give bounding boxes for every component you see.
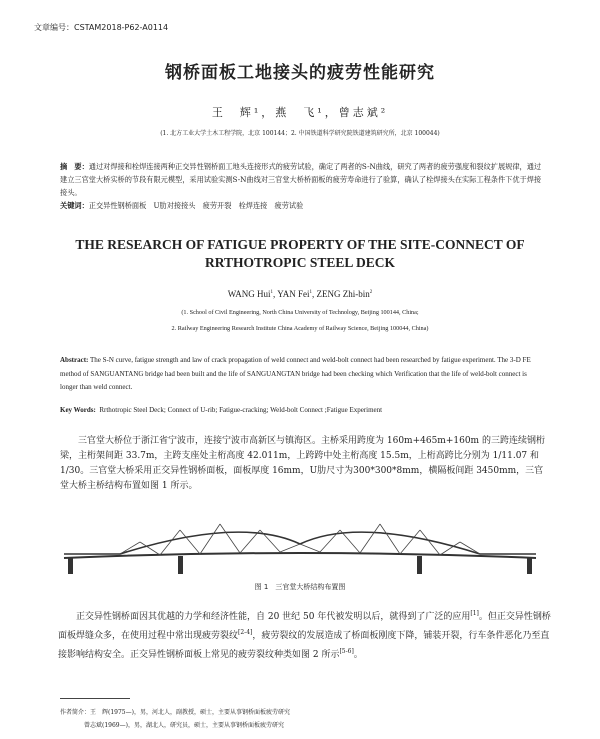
citation-2: [2-4]	[238, 629, 253, 636]
author-1: WANG Hui	[227, 289, 271, 299]
keywords-label-cn: 关键词：	[60, 201, 89, 210]
citation-3: [5-6]	[339, 648, 354, 655]
paper-title-en	[0, 236, 600, 272]
document-number: 文章编号：CSTAM2018-P62-A0114	[34, 23, 169, 32]
title-line-2: RRTHOTROPIC STEEL DECK	[204, 255, 396, 270]
keywords-label-en: Key Words:	[60, 406, 96, 414]
body-paragraph-2	[58, 606, 556, 663]
abstract-cn	[60, 160, 542, 212]
paper-title-cn: 钢桥面板工地接头的疲劳性能研究	[165, 63, 435, 83]
bridge-figure	[60, 514, 540, 578]
footnote-line-1: 作者简介：王 辉(1975—)，男，河北人，副教授，硕士，主要从事钢桥面板疲劳研究	[60, 709, 290, 716]
bridge-top-chord	[64, 532, 536, 554]
bridge-pier-1	[178, 556, 183, 574]
abstract-en	[60, 354, 544, 395]
body-paragraph-1: 三官堂大桥位于浙江省宁波市，连接宁波市高新区与镇海区。主桥采用跨度为 160m+465m+160m 的三跨连续钢桁梁，主桁架间距 33.7m，主跨支座处主桁高度 42.011m，上跨跨中处主桁高度 15.5m，上桁高跨比分别为 1/11.07 和 1/30。三官堂大桥采用正交异性钢桥面板，面板厚度 16mm，U肋尺寸为300*300*8mm，横隔板间距 3450mm，三官堂大桥主桥结构布置如图 1 所示。	[60, 436, 545, 491]
keywords-text-en: Rrthotropic Steel Deck; Connect of U-rib; Fatigue-cracking; Weld-bolt Connect ;Fatigue Experiment	[99, 406, 383, 414]
bridge-pier-2	[417, 556, 422, 574]
para2-text-b: 。但正交异性钢桥面板焊缝众多，在使用过程中常出现疲劳裂纹	[58, 612, 551, 641]
figure-caption: 图 1 三官堂大桥结构布置图	[254, 583, 346, 591]
abstract-text-cn: 通过对焊接和栓焊连接两种正交异性钢桥面工地头连接形式的疲劳试验，确定了两者的S-N曲线，研究了两者的疲劳强度和裂纹扩展规律，通过建立三官堂大桥实桥的节段有限元模型，采用试验实测S-N曲线对三官堂大桥桥面板的疲劳寿命进行了验算，确认了栓焊接头在实际工程条件下优于焊接接头。	[60, 162, 542, 197]
bridge-deck	[64, 553, 536, 558]
author-2-sup: 1	[309, 290, 312, 295]
author-1-sup: 1	[270, 290, 274, 295]
title-line-1: THE RESEARCH OF FATIGUE PROPERTY OF THE SITE-CONNECT OF	[75, 237, 525, 252]
para2-text-d: 。	[353, 650, 363, 660]
author-3: ZENG Zhi-bin	[316, 289, 370, 299]
keywords-en	[60, 406, 544, 414]
author-3-sup: 2	[369, 290, 373, 295]
para2-text-c: ，疲劳裂纹的发展造成了桥面板刚度下降，铺装开裂，行车条件恶化乃至直接影响结构安全。正交异性钢桥面板上常见的疲劳裂纹种类如图 2 所示	[58, 631, 550, 660]
abstract-text-en: The S-N curve, fatigue strength and law of crack propagation of weld connect and weld-bolt connect had been researched by fatigue experiment. The 3-D FE method of SANGUANTANG bridge had been built and the life of SANGUANGTAN bridge had been checking which Verification that the life of weld-bolt connect is longer than weld connect.	[60, 356, 531, 391]
affiliation-en-1: (1. School of Civil Engineering, North China University of Technology, Beijing 100144, China;	[181, 309, 419, 316]
para2-text-a: 正交异性钢桥面因其优越的力学和经济性能，自 20 世纪 50 年代被发明以后，就得到了广泛的应用	[76, 612, 471, 622]
author-2: YAN Fei	[277, 289, 310, 299]
affiliation-en-2: 2. Railway Engineering Research Institute China Academy of Railway Science, Beijing 100044, China)	[171, 325, 429, 332]
footnote-line-2: 曾志斌(1969—)，男，湖北人，研究员，硕士，主要从事钢桥面板疲劳研究	[84, 722, 284, 729]
abstract-label-en: Abstract:	[60, 356, 89, 364]
citation-1: [1]	[470, 610, 479, 617]
authors-cn: 王 辉¹，燕 飞¹，曾志斌²	[211, 106, 389, 119]
bridge-pier-right	[527, 558, 532, 574]
authors-en: WANG Hui$^1$, YAN Fei$^1$, ZENG Zhi-bin$^2$	[227, 289, 373, 299]
abstract-label-cn: 摘 要：	[60, 162, 89, 171]
affiliation-cn: (1. 北方工业大学土木工程学院，北京 100144；2. 中国铁道科学研究院铁道建筑研究所，北京 100044)	[160, 130, 440, 137]
bridge-pier-left	[68, 558, 73, 574]
footnote-rule	[60, 698, 130, 699]
keywords-text-cn: 正交异性钢桥面板 U肋对接接头 疲劳开裂 栓焊连接 疲劳试验	[88, 201, 304, 210]
